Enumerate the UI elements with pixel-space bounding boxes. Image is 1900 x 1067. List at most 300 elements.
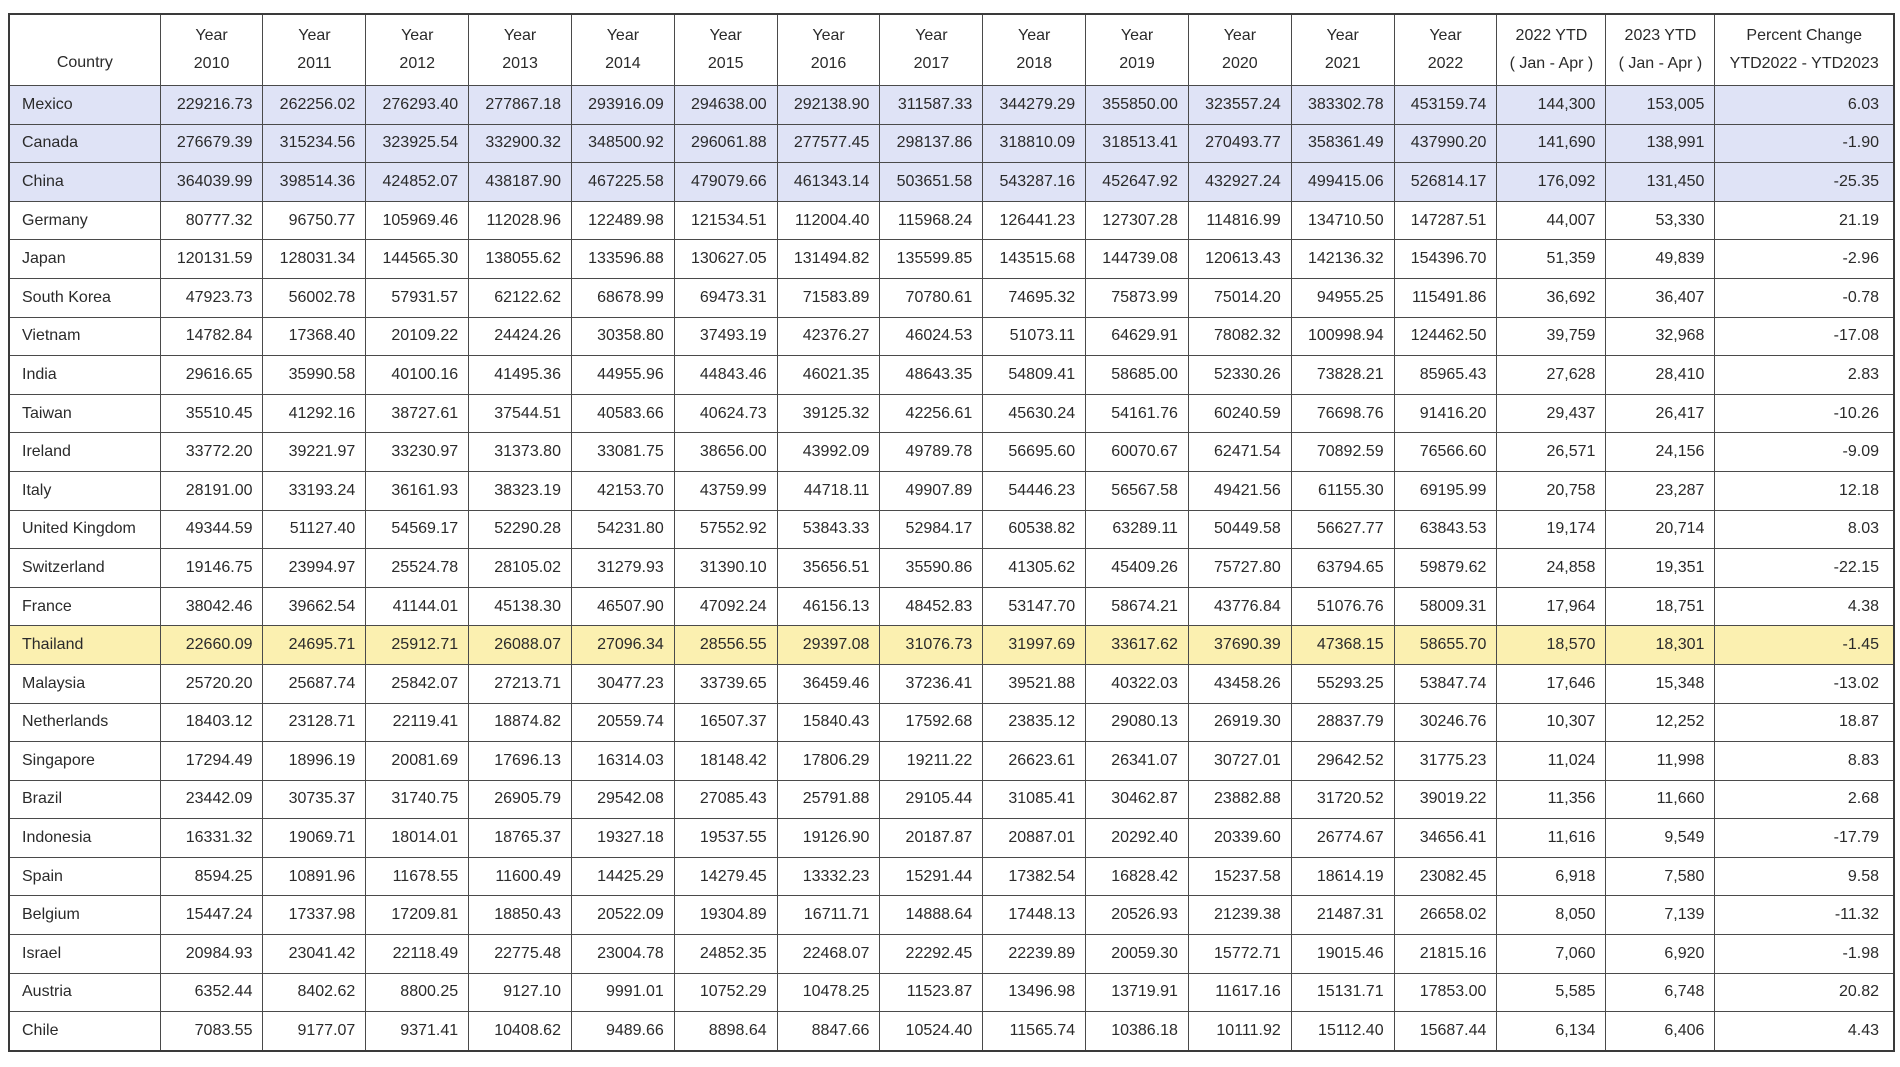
value-cell: 25524.78 (366, 549, 469, 588)
value-cell: 17209.81 (366, 896, 469, 935)
value-cell: 7,139 (1606, 896, 1715, 935)
value-cell: 323557.24 (1188, 86, 1291, 125)
value-cell: 33230.97 (366, 433, 469, 472)
value-cell: 30477.23 (571, 664, 674, 703)
table-row (9, 278, 1894, 317)
value-cell: 131494.82 (777, 240, 880, 279)
value-cell: 17592.68 (880, 703, 983, 742)
value-cell: 10478.25 (777, 973, 880, 1012)
value-cell: 21815.16 (1394, 935, 1497, 974)
value-cell: 28,410 (1606, 356, 1715, 395)
value-cell: 41144.01 (366, 587, 469, 626)
percent-change-cell: 2.68 (1715, 780, 1894, 819)
percent-change-cell: -2.96 (1715, 240, 1894, 279)
value-cell: 135599.85 (880, 240, 983, 279)
value-cell: 11,616 (1497, 819, 1606, 858)
value-cell: 59879.62 (1394, 549, 1497, 588)
country-cell: Belgium (9, 896, 160, 935)
value-cell: 13496.98 (983, 973, 1086, 1012)
value-cell: 48643.35 (880, 356, 983, 395)
value-cell: 31076.73 (880, 626, 983, 665)
table-row (9, 240, 1894, 279)
value-cell: 31279.93 (571, 549, 674, 588)
percent-change-cell: 12.18 (1715, 471, 1894, 510)
value-cell: 30358.80 (571, 317, 674, 356)
value-cell: 5,585 (1497, 973, 1606, 1012)
value-cell: 134710.50 (1291, 201, 1394, 240)
value-cell: 26774.67 (1291, 819, 1394, 858)
value-cell: 294638.00 (674, 86, 777, 125)
value-cell: 39125.32 (777, 394, 880, 433)
value-cell: 10891.96 (263, 857, 366, 896)
value-cell: 120613.43 (1188, 240, 1291, 279)
value-cell: 58009.31 (1394, 587, 1497, 626)
value-cell: 26623.61 (983, 742, 1086, 781)
header-line-2: 2011 (297, 55, 332, 72)
percent-change-cell: -11.32 (1715, 896, 1894, 935)
value-cell: 18850.43 (469, 896, 572, 935)
value-cell: 543287.16 (983, 163, 1086, 202)
value-cell: 120131.59 (160, 240, 263, 279)
value-cell: 70892.59 (1291, 433, 1394, 472)
value-cell: 56002.78 (263, 278, 366, 317)
country-cell: Spain (9, 857, 160, 896)
value-cell: 46507.90 (571, 587, 674, 626)
value-cell: 23,287 (1606, 471, 1715, 510)
value-cell: 479079.66 (674, 163, 777, 202)
country-cell: Germany (9, 201, 160, 240)
value-cell: 27085.43 (674, 780, 777, 819)
header-line-1: Year (1018, 27, 1051, 44)
value-cell: 26,417 (1606, 394, 1715, 433)
value-cell: 31720.52 (1291, 780, 1394, 819)
value-cell: 41495.36 (469, 356, 572, 395)
value-cell: 19015.46 (1291, 935, 1394, 974)
value-cell: 432927.24 (1188, 163, 1291, 202)
value-cell: 355850.00 (1086, 86, 1189, 125)
header-line-2: 2020 (1222, 55, 1258, 72)
column-header (1086, 14, 1189, 86)
value-cell: 438187.90 (469, 163, 572, 202)
percent-change-cell: -17.79 (1715, 819, 1894, 858)
value-cell: 75014.20 (1188, 278, 1291, 317)
value-cell: 14279.45 (674, 857, 777, 896)
value-cell: 15131.71 (1291, 973, 1394, 1012)
value-cell: 37493.19 (674, 317, 777, 356)
value-cell: 85965.43 (1394, 356, 1497, 395)
value-cell: 40322.03 (1086, 664, 1189, 703)
value-cell: 76566.60 (1394, 433, 1497, 472)
value-cell: 16711.71 (777, 896, 880, 935)
value-cell: 19069.71 (263, 819, 366, 858)
value-cell: 60070.67 (1086, 433, 1189, 472)
value-cell: 17,964 (1497, 587, 1606, 626)
value-cell: 19,174 (1497, 510, 1606, 549)
value-cell: 318513.41 (1086, 124, 1189, 163)
header-line-2: 2018 (1016, 55, 1052, 72)
value-cell: 24424.26 (469, 317, 572, 356)
value-cell: 130627.05 (674, 240, 777, 279)
value-cell: 47368.15 (1291, 626, 1394, 665)
value-cell: 29642.52 (1291, 742, 1394, 781)
value-cell: 16507.37 (674, 703, 777, 742)
value-cell: 44955.96 (571, 356, 674, 395)
value-cell: 11600.49 (469, 857, 572, 896)
value-cell: 22468.07 (777, 935, 880, 974)
value-cell: 26919.30 (1188, 703, 1291, 742)
value-cell: 499415.06 (1291, 163, 1394, 202)
header-line-2: ( Jan - Apr ) (1509, 55, 1594, 72)
value-cell: 147287.51 (1394, 201, 1497, 240)
value-cell: 28191.00 (160, 471, 263, 510)
value-cell: 23128.71 (263, 703, 366, 742)
value-cell: 15687.44 (1394, 1012, 1497, 1051)
value-cell: 14782.84 (160, 317, 263, 356)
value-cell: 54231.80 (571, 510, 674, 549)
value-cell: 133596.88 (571, 240, 674, 279)
percent-change-cell: -0.78 (1715, 278, 1894, 317)
value-cell: 26088.07 (469, 626, 572, 665)
value-cell: 10111.92 (1188, 1012, 1291, 1051)
value-cell: 7,580 (1606, 857, 1715, 896)
value-cell: 30727.01 (1188, 742, 1291, 781)
value-cell: 22775.48 (469, 935, 572, 974)
value-cell: 78082.32 (1188, 317, 1291, 356)
value-cell: 503651.58 (880, 163, 983, 202)
value-cell: 31740.75 (366, 780, 469, 819)
value-cell: 15840.43 (777, 703, 880, 742)
value-cell: 6,134 (1497, 1012, 1606, 1051)
value-cell: 37544.51 (469, 394, 572, 433)
value-cell: 29542.08 (571, 780, 674, 819)
value-cell: 105969.46 (366, 201, 469, 240)
value-cell: 142136.32 (1291, 240, 1394, 279)
value-cell: 63794.65 (1291, 549, 1394, 588)
column-header (1291, 14, 1394, 86)
header-line-1: Percent Change (1746, 27, 1863, 44)
value-cell: 11,998 (1606, 742, 1715, 781)
value-cell: 15772.71 (1188, 935, 1291, 974)
value-cell: 298137.86 (880, 124, 983, 163)
trade-table-document (8, 13, 1895, 1052)
value-cell: 131,450 (1606, 163, 1715, 202)
header-line-2: 2019 (1119, 55, 1155, 72)
value-cell: 70780.61 (880, 278, 983, 317)
value-cell: 54809.41 (983, 356, 1086, 395)
value-cell: 56627.77 (1291, 510, 1394, 549)
value-cell: 29080.13 (1086, 703, 1189, 742)
value-cell: 13719.91 (1086, 973, 1189, 1012)
value-cell: 8402.62 (263, 973, 366, 1012)
table-row (9, 201, 1894, 240)
value-cell: 80777.32 (160, 201, 263, 240)
value-cell: 44718.11 (777, 471, 880, 510)
value-cell: 58674.21 (1086, 587, 1189, 626)
value-cell: 33739.65 (674, 664, 777, 703)
value-cell: 36459.46 (777, 664, 880, 703)
value-cell: 11,660 (1606, 780, 1715, 819)
table-row (9, 163, 1894, 202)
value-cell: 127307.28 (1086, 201, 1189, 240)
value-cell: 40624.73 (674, 394, 777, 433)
country-cell: Mexico (9, 86, 160, 125)
value-cell: 11,024 (1497, 742, 1606, 781)
value-cell: 358361.49 (1291, 124, 1394, 163)
table-row (9, 356, 1894, 395)
value-cell: 43992.09 (777, 433, 880, 472)
value-cell: 56567.58 (1086, 471, 1189, 510)
value-cell: 30246.76 (1394, 703, 1497, 742)
value-cell: 53847.74 (1394, 664, 1497, 703)
value-cell: 16314.03 (571, 742, 674, 781)
column-header (1394, 14, 1497, 86)
value-cell: 138055.62 (469, 240, 572, 279)
value-cell: 30735.37 (263, 780, 366, 819)
value-cell: 23442.09 (160, 780, 263, 819)
header-line-1: 2022 YTD (1515, 27, 1588, 44)
value-cell: 27213.71 (469, 664, 572, 703)
value-cell: 17368.40 (263, 317, 366, 356)
value-cell: 44,007 (1497, 201, 1606, 240)
country-cell: Taiwan (9, 394, 160, 433)
value-cell: 8847.66 (777, 1012, 880, 1051)
value-cell: 20081.69 (366, 742, 469, 781)
column-header (263, 14, 366, 86)
value-cell: 25912.71 (366, 626, 469, 665)
value-cell: 17337.98 (263, 896, 366, 935)
value-cell: 262256.02 (263, 86, 366, 125)
header-line-2: 2022 (1427, 55, 1464, 72)
value-cell: 20984.93 (160, 935, 263, 974)
country-cell: Malaysia (9, 664, 160, 703)
value-cell: 43776.84 (1188, 587, 1291, 626)
value-cell: 276679.39 (160, 124, 263, 163)
value-cell: 100998.94 (1291, 317, 1394, 356)
value-cell: 27096.34 (571, 626, 674, 665)
value-cell: 24695.71 (263, 626, 366, 665)
value-cell: 52984.17 (880, 510, 983, 549)
country-cell: Thailand (9, 626, 160, 665)
value-cell: 461343.14 (777, 163, 880, 202)
table-row (9, 433, 1894, 472)
header-line-2: 2014 (605, 55, 641, 72)
value-cell: 39019.22 (1394, 780, 1497, 819)
value-cell: 75873.99 (1086, 278, 1189, 317)
table-row (9, 317, 1894, 356)
table-row (9, 549, 1894, 588)
value-cell: 311587.33 (880, 86, 983, 125)
value-cell: 18,301 (1606, 626, 1715, 665)
value-cell: 7083.55 (160, 1012, 263, 1051)
value-cell: 39,759 (1497, 317, 1606, 356)
value-cell: 56695.60 (983, 433, 1086, 472)
value-cell: 25791.88 (777, 780, 880, 819)
value-cell: 41292.16 (263, 394, 366, 433)
percent-change-cell: -1.45 (1715, 626, 1894, 665)
column-header (1715, 14, 1894, 86)
value-cell: 24852.35 (674, 935, 777, 974)
value-cell: 49789.78 (880, 433, 983, 472)
value-cell: 6,406 (1606, 1012, 1715, 1051)
value-cell: 25687.74 (263, 664, 366, 703)
value-cell: 144565.30 (366, 240, 469, 279)
value-cell: 332900.32 (469, 124, 572, 163)
value-cell: 9991.01 (571, 973, 674, 1012)
value-cell: 18403.12 (160, 703, 263, 742)
value-cell: 58655.70 (1394, 626, 1497, 665)
percent-change-cell: -10.26 (1715, 394, 1894, 433)
header-line-2: 2021 (1324, 55, 1361, 72)
percent-change-cell: 20.82 (1715, 973, 1894, 1012)
header-line-1: Year (1326, 27, 1359, 44)
value-cell: 33772.20 (160, 433, 263, 472)
value-cell: 23004.78 (571, 935, 674, 974)
value-cell: 8800.25 (366, 973, 469, 1012)
value-cell: 41305.62 (983, 549, 1086, 588)
value-cell: 20059.30 (1086, 935, 1189, 974)
header-line-1: Year (915, 27, 948, 44)
value-cell: 15237.58 (1188, 857, 1291, 896)
value-cell: 17382.54 (983, 857, 1086, 896)
country-cell: India (9, 356, 160, 395)
value-cell: 33617.62 (1086, 626, 1189, 665)
value-cell: 143515.68 (983, 240, 1086, 279)
value-cell: 49907.89 (880, 471, 983, 510)
value-cell: 54569.17 (366, 510, 469, 549)
value-cell: 57552.92 (674, 510, 777, 549)
value-cell: 20522.09 (571, 896, 674, 935)
value-cell: 35656.51 (777, 549, 880, 588)
value-cell: 39221.97 (263, 433, 366, 472)
header-row (9, 14, 1894, 86)
value-cell: 17696.13 (469, 742, 572, 781)
value-cell: 40583.66 (571, 394, 674, 433)
value-cell: 58685.00 (1086, 356, 1189, 395)
value-cell: 35990.58 (263, 356, 366, 395)
value-cell: 28105.02 (469, 549, 572, 588)
value-cell: 315234.56 (263, 124, 366, 163)
value-cell: 63289.11 (1086, 510, 1189, 549)
header-line-1: Year (298, 27, 331, 44)
percent-change-cell: -17.08 (1715, 317, 1894, 356)
header-line-2: YTD2022 - YTD2023 (1729, 55, 1879, 72)
value-cell: 31390.10 (674, 549, 777, 588)
country-cell: Italy (9, 471, 160, 510)
value-cell: 44843.46 (674, 356, 777, 395)
value-cell: 25842.07 (366, 664, 469, 703)
value-cell: 18874.82 (469, 703, 572, 742)
value-cell: 64629.91 (1086, 317, 1189, 356)
header-line-1: Year (1429, 27, 1462, 44)
value-cell: 11565.74 (983, 1012, 1086, 1051)
value-cell: 467225.58 (571, 163, 674, 202)
value-cell: 16331.32 (160, 819, 263, 858)
value-cell: 53843.33 (777, 510, 880, 549)
value-cell: 15112.40 (1291, 1012, 1394, 1051)
value-cell: 76698.76 (1291, 394, 1394, 433)
header-line-2: ( Jan - Apr ) (1618, 55, 1703, 72)
value-cell: 46024.53 (880, 317, 983, 356)
column-header (674, 14, 777, 86)
table-header (9, 14, 1894, 86)
country-cell: France (9, 587, 160, 626)
value-cell: 270493.77 (1188, 124, 1291, 163)
value-cell: 23041.42 (263, 935, 366, 974)
value-cell: 31775.23 (1394, 742, 1497, 781)
value-cell: 34656.41 (1394, 819, 1497, 858)
column-header (469, 14, 572, 86)
value-cell: 437990.20 (1394, 124, 1497, 163)
value-cell: 14425.29 (571, 857, 674, 896)
country-cell: Israel (9, 935, 160, 974)
value-cell: 121534.51 (674, 201, 777, 240)
value-cell: 96750.77 (263, 201, 366, 240)
value-cell: 20292.40 (1086, 819, 1189, 858)
header-line-2: 2013 (502, 55, 538, 72)
value-cell: 25720.20 (160, 664, 263, 703)
percent-change-cell: -1.90 (1715, 124, 1894, 163)
percent-change-cell: 9.58 (1715, 857, 1894, 896)
value-cell: 29105.44 (880, 780, 983, 819)
value-cell: 18148.42 (674, 742, 777, 781)
country-cell: Brazil (9, 780, 160, 819)
value-cell: 36,407 (1606, 278, 1715, 317)
country-cell: Japan (9, 240, 160, 279)
percent-change-cell: 21.19 (1715, 201, 1894, 240)
country-cell: China (9, 163, 160, 202)
value-cell: 26905.79 (469, 780, 572, 819)
header-line-1: Year (709, 27, 742, 44)
column-header (1188, 14, 1291, 86)
value-cell: 22119.41 (366, 703, 469, 742)
value-cell: 126441.23 (983, 201, 1086, 240)
value-cell: 7,060 (1497, 935, 1606, 974)
table-row (9, 973, 1894, 1012)
value-cell: 18614.19 (1291, 857, 1394, 896)
header-line-1: Year (606, 27, 640, 44)
value-cell: 15291.44 (880, 857, 983, 896)
table-row (9, 819, 1894, 858)
value-cell: 62122.62 (469, 278, 572, 317)
value-cell: 17,646 (1497, 664, 1606, 703)
header-line-1: Year (195, 27, 228, 44)
value-cell: 453159.74 (1394, 86, 1497, 125)
value-cell: 91416.20 (1394, 394, 1497, 433)
value-cell: 153,005 (1606, 86, 1715, 125)
country-cell: Netherlands (9, 703, 160, 742)
value-cell: 39662.54 (263, 587, 366, 626)
column-header (983, 14, 1086, 86)
percent-change-cell: 8.03 (1715, 510, 1894, 549)
percent-change-cell: 18.87 (1715, 703, 1894, 742)
value-cell: 26658.02 (1394, 896, 1497, 935)
value-cell: 112004.40 (777, 201, 880, 240)
country-cell: South Korea (9, 278, 160, 317)
value-cell: 51127.40 (263, 510, 366, 549)
value-cell: 9371.41 (366, 1012, 469, 1051)
value-cell: 122489.98 (571, 201, 674, 240)
value-cell: 8594.25 (160, 857, 263, 896)
value-cell: 49344.59 (160, 510, 263, 549)
value-cell: 21487.31 (1291, 896, 1394, 935)
value-cell: 32,968 (1606, 317, 1715, 356)
value-cell: 49421.56 (1188, 471, 1291, 510)
header-line-2: 2015 (707, 55, 744, 72)
value-cell: 33081.75 (571, 433, 674, 472)
country-cell: Austria (9, 973, 160, 1012)
value-cell: 28837.79 (1291, 703, 1394, 742)
value-cell: 9177.07 (263, 1012, 366, 1051)
